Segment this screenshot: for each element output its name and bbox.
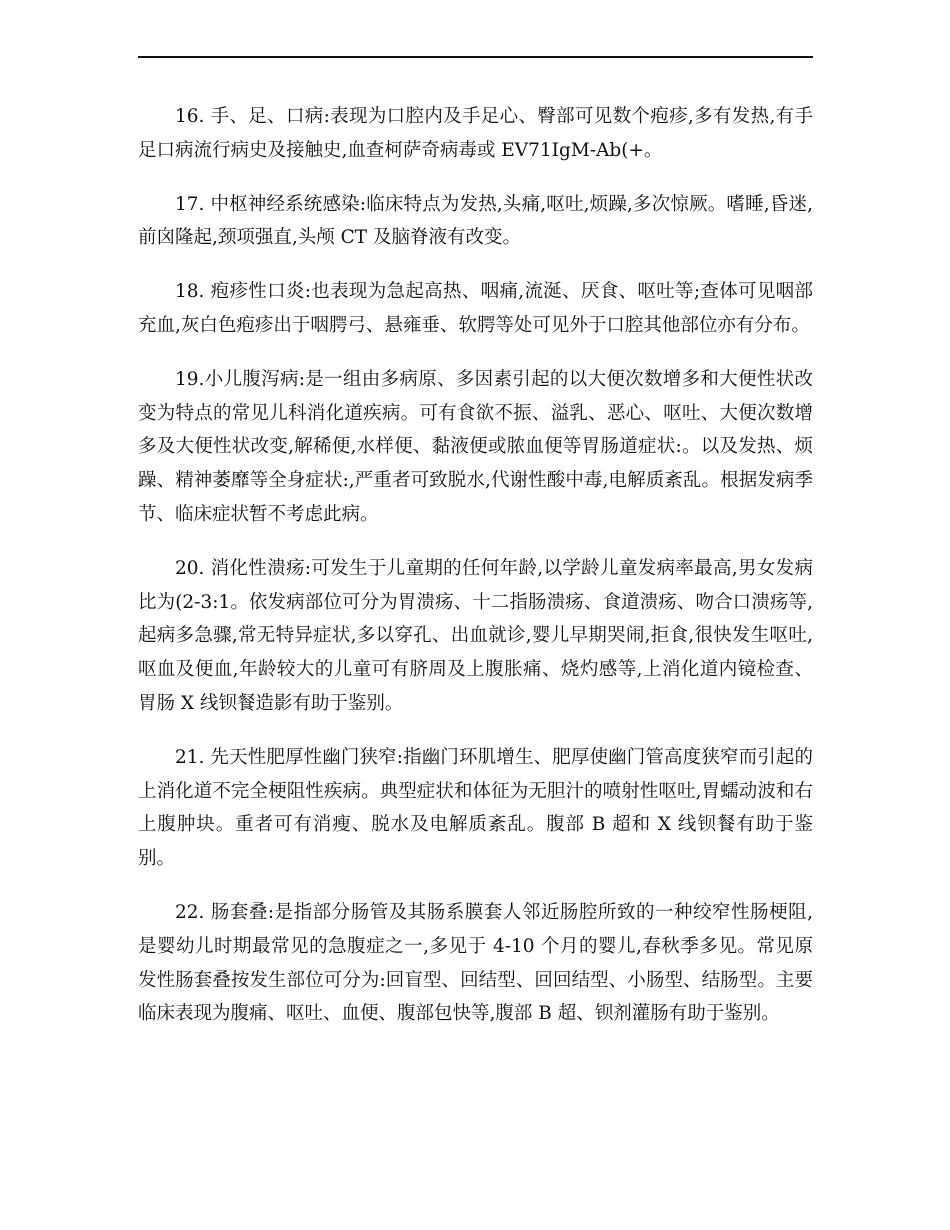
paragraph-22: 22. 肠套叠:是指部分肠管及其肠系膜套人邻近肠腔所致的一种绞窄性肠梗阻,是婴幼儿时期最常见的急腹症之一,多见于 4-10 个月的婴儿,春秋季多见。常见原发性肠套叠按发生部位可分为:回盲型、回结型、回回结型、小肠型、结肠型。主要临床表现为腹痛、呕吐、血便、腹部包快等,腹部 B 超、钡剂灌肠有助于鉴别。 — [138, 901, 813, 1025]
paragraph-20: 20. 消化性溃疡:可发生于儿童期的任何年龄,以学龄儿童发病率最高,男女发病比为(2-3:1。依发病部位可分为胃溃疡、十二指肠溃疡、食道溃疡、吻合口溃疡等,起病多急骤,常无特异症状,多以穿孔、出血就诊,婴儿早期哭闹,拒食,很快发生呕吐,呕血及便血,年龄较大的儿童可有脐周及上腹胀痛、烧灼感等,上消化道内镜检查、胃肠 X 线钡餐造影有助于鉴别。 — [138, 557, 813, 714]
document-body — [138, 100, 813, 1051]
paragraph-16: 16. 手、足、口病:表现为口腔内及手足心、臀部可见数个疱疹,多有发热,有手足口病流行病史及接触史,血查柯萨奇病毒或 EV71IgM-Ab(+。 — [138, 106, 813, 161]
paragraph-17: 17. 中枢神经系统感染:临床特点为发热,头痛,呕吐,烦躁,多次惊厥。嗜睡,昏迷,前囟隆起,颈项强直,头颅 CT 及脑脊液有改变。 — [138, 193, 813, 249]
paragraph-18: 18. 疱疹性口炎:也表现为急起高热、咽痛,流涎、厌食、呕吐等;查体可见咽部充血,灰白色疱疹出于咽腭弓、悬雍垂、软腭等处可见外于口腔其他部位亦有分布。 — [138, 281, 813, 336]
header-rule — [138, 56, 813, 58]
paragraph-21: 21. 先天性肥厚性幽门狭窄:指幽门环肌增生、肥厚使幽门管高度狭窄而引起的上消化道不完全梗阻性疾病。典型症状和体征为无胆汁的喷射性呕吐,胃蠕动波和右上腹肿块。重者可有消瘦、脱水及电解质紊乱。腹部 B 超和 X 线钡餐有助于鉴别。 — [138, 746, 813, 870]
paragraph-19: 19.小儿腹泻病:是一组由多病原、多因素引起的以大便次数增多和大便性状改变为特点的常见儿科消化道疾病。可有食欲不振、溢乳、恶心、呕吐、大便次数增多及大便性状改变,解稀便,水样便、黏液便或脓血便等胃肠道症状:。以及发热、烦躁、精神萎靡等全身症状:,严重者可致脱水,代谢性酸中毒,电解质紊乱。根据发病季节、临床症状暂不考虑此病。 — [138, 368, 813, 525]
